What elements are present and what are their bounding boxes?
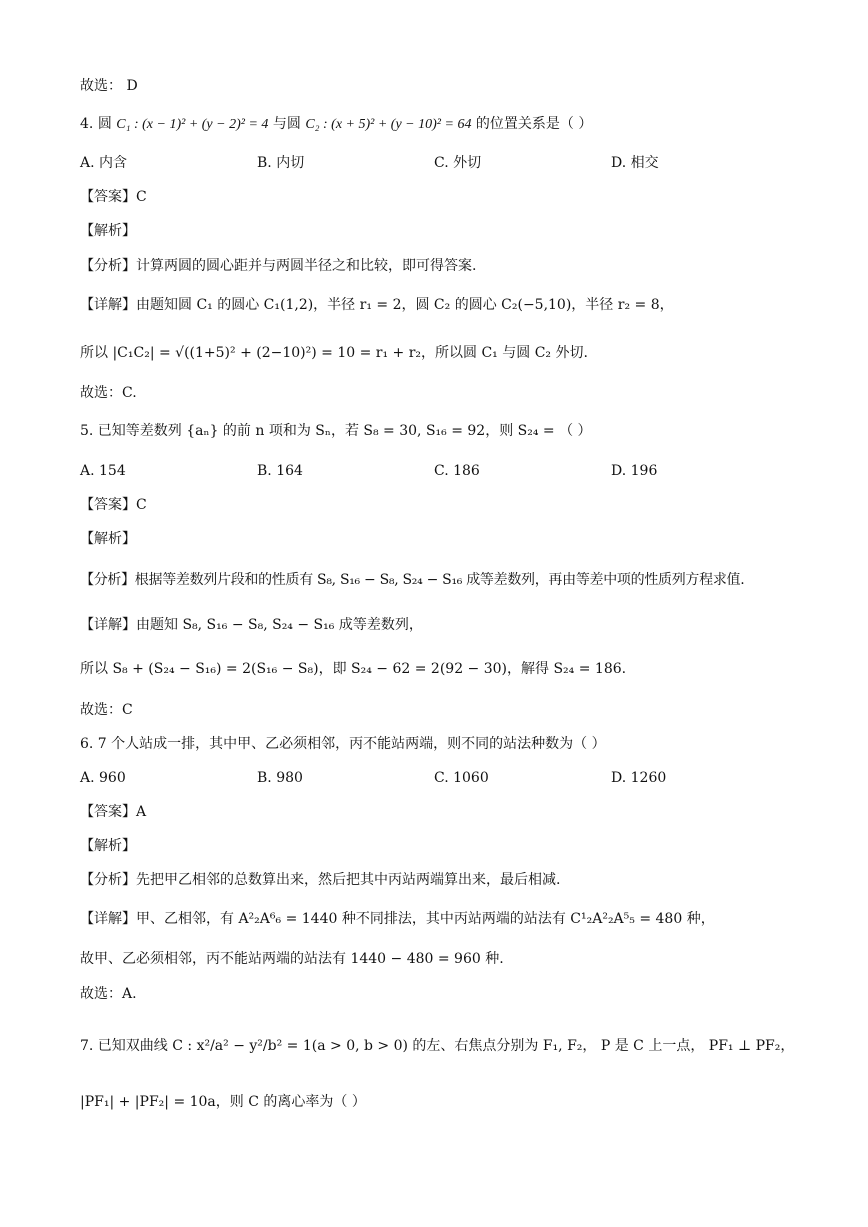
question-4 xyxy=(80,114,592,135)
q4-option-a: A. 内含 xyxy=(80,155,128,171)
q6-option-d: D. 1260 xyxy=(611,770,667,786)
q5-option-a: A. 154 xyxy=(80,463,126,479)
q4-equation-1: C₁ : (x − 1)² + (y − 2)² = 4 xyxy=(116,117,269,132)
question-6: 6. 7 个人站成一排，其中甲、乙必须相邻，丙不能站两端，则不同的站法种数为（ ） xyxy=(80,736,606,752)
q4-equation-2: C₂ : (x + 5)² + (y − 10)² = 64 xyxy=(305,117,472,132)
q5-choice: 故选：C xyxy=(80,702,133,718)
q4-option-c: C. 外切 xyxy=(434,155,482,171)
q4-answer: 【答案】C xyxy=(80,189,147,205)
q6-choice: 故选：A. xyxy=(80,986,137,1002)
q4-text-b: 与圆 xyxy=(272,116,306,132)
question-7-continued: |PF₁| + |PF₂| = 10a，则 C 的离心率为（ ） xyxy=(80,1094,366,1110)
q6-analysis-label: 【解析】 xyxy=(80,838,136,854)
q5-derivation: 所以 S₈ + (S₂₄ − S₁₆) = 2(S₁₆ − S₈)，即 S₂₄ − 62 = 2(92 − 30)，解得 S₂₄ = 186. xyxy=(80,661,627,677)
q6-option-b: B. 980 xyxy=(257,770,303,786)
q6-detail: 【详解】甲、乙相邻，有 A²₂A⁶₆ = 1440 种不同排法，其中丙站两端的站法有 C¹₂A²₂A⁵₅ = 480 种， xyxy=(80,911,715,927)
q4-number: 4. xyxy=(80,116,98,132)
q4-detail: 【详解】由题知圆 C₁ 的圆心 C₁(1,2)，半径 r₁ = 2，圆 C₂ 的圆心 C₂(−5,10)，半径 r₂ = 8， xyxy=(80,297,674,313)
question-7: 7. 已知双曲线 C : x²/a² − y²/b² = 1(a > 0, b > 0) 的左、右焦点分别为 F₁, F₂， P 是 C 上一点， PF₁ ⊥ PF₂， xyxy=(80,1038,795,1054)
q4-text-c: 的位置关系是（ ） xyxy=(475,116,593,132)
q5-answer: 【答案】C xyxy=(80,497,147,513)
question-5: 5. 已知等差数列 {aₙ} 的前 n 项和为 Sₙ，若 S₈ = 30, S₁₆ = 92，则 S₂₄ = （ ） xyxy=(80,423,592,439)
q4-option-d: D. 相交 xyxy=(611,155,659,171)
q6-analysis: 【分析】先把甲乙相邻的总数算出来，然后把其中丙站两端算出来，最后相减. xyxy=(80,872,561,888)
q5-detail: 【详解】由题知 S₈, S₁₆ − S₈, S₂₄ − S₁₆ 成等差数列， xyxy=(80,617,423,633)
q6-conclusion: 故甲、乙必须相邻，丙不能站两端的站法有 1440 − 480 = 960 种. xyxy=(80,951,504,967)
prev-choice: 故选： D xyxy=(80,78,138,94)
q6-option-a: A. 960 xyxy=(80,770,126,786)
q5-analysis-label: 【解析】 xyxy=(80,531,136,547)
q6-answer: 【答案】A xyxy=(80,804,147,820)
q5-option-c: C. 186 xyxy=(434,463,480,479)
q4-analysis-label: 【解析】 xyxy=(80,223,136,239)
q5-analysis: 【分析】根据等差数列片段和的性质有 S₈, S₁₆ − S₈, S₂₄ − S₁₆ 成等差数列，再由等差中项的性质列方程求值. xyxy=(80,572,745,588)
q5-option-b: B. 164 xyxy=(257,463,303,479)
q4-analysis: 【分析】计算两圆的圆心距并与两圆半径之和比较，即可得答案. xyxy=(80,258,477,274)
q4-choice: 故选：C. xyxy=(80,385,137,401)
q5-option-d: D. 196 xyxy=(611,463,658,479)
q4-derivation: 所以 |C₁C₂| = √((1+5)² + (2−10)²) = 10 = r₁ + r₂，所以圆 C₁ 与圆 C₂ 外切. xyxy=(80,345,588,361)
q4-text-a: 圆 xyxy=(97,116,117,132)
q6-option-c: C. 1060 xyxy=(434,770,489,786)
q4-option-b: B. 内切 xyxy=(257,155,305,171)
